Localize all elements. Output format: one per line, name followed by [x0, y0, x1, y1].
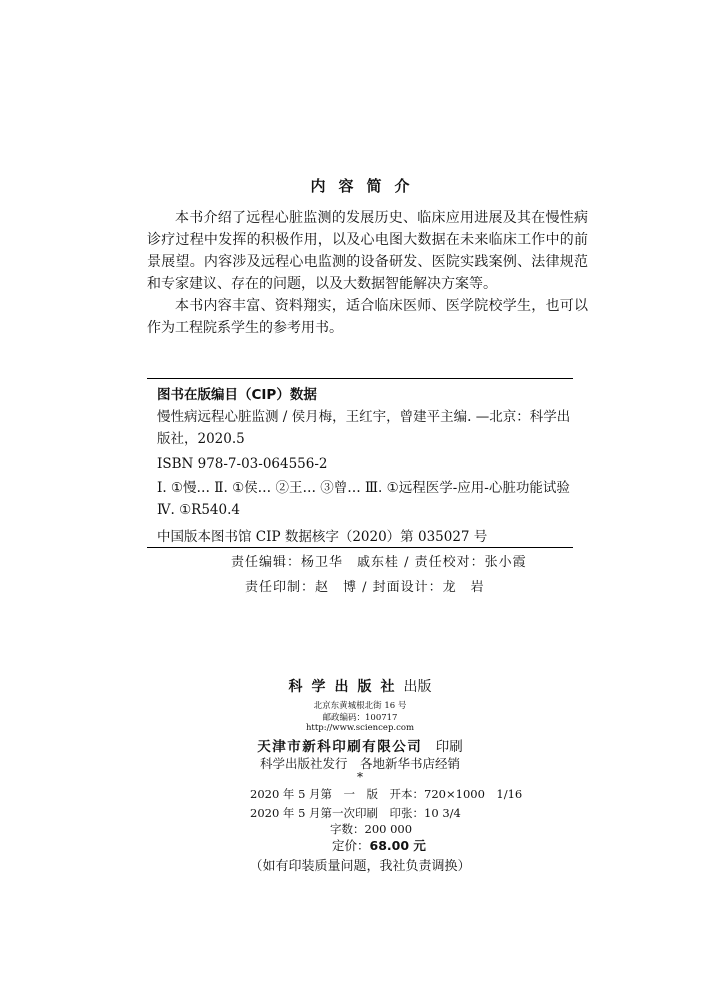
printer-line [0, 735, 720, 755]
cip-top-rule [147, 378, 573, 379]
publisher-url: http://www.sciencep.com [305, 723, 415, 733]
abstract-body [147, 207, 588, 339]
cip-isbn: ISBN 978-7-03-064556-2 [157, 456, 328, 472]
abstract-paragraph-1: 本书介绍了远程心脏监测的发展历史、临床应用进展及其在慢性病诊疗过程中发挥的积极作用，以及心电图大数据在未来临床工作中的前景展望。内容涉及远程心电监测的设备研发、医院实践案例、法律规范和专家建议、存在的问题，以及大数据智能解决方案等。 [147, 210, 588, 292]
abstract-heading: 内容简介 [310, 177, 423, 195]
cip-record-number: 中国版本图书馆 CIP 数据核字（2020）第 035027 号 [157, 529, 488, 545]
credits-editors: 责任编辑：杨卫华 戚东桂 / 责任校对：张小霞 [231, 555, 527, 570]
cip-bottom-rule [147, 547, 573, 548]
publisher-postcode: 邮政编码：100717 [322, 713, 398, 723]
separator-star: * [357, 770, 363, 784]
publisher-suffix: 出版 [403, 679, 432, 695]
cip-classification: Ⅰ. ①慢… Ⅱ. ①侯… ②王… ③曾… Ⅲ. ①远程医学-应用-心脏功能试验 Ⅳ. ①R540.4 [157, 480, 570, 518]
price-value: 68.00 元 [369, 838, 426, 853]
cip-entry: 慢性病远程心脏监测 / 侯月梅，王红宇，曾建平主编. —北京：科学出版社，2020.5 [157, 409, 571, 447]
publisher-name: 科学出版社 [288, 679, 404, 695]
distribution-line: 科学出版社发行 各地新华书店经销 [259, 756, 460, 771]
printer-name: 天津市新科印刷有限公司 [257, 739, 423, 755]
price-line [332, 836, 426, 854]
credits-production: 责任印制：赵 博 / 封面设计：龙 岩 [245, 580, 485, 595]
edition-spec: 2020 年 5 月第 一 版 开本：720×1000 1/16 [250, 787, 523, 801]
cip-heading: 图书在版编目（CIP）数据 [157, 387, 317, 403]
price-label: 定价： [332, 838, 370, 853]
quality-notice: （如有印装质量问题，我社负责调换） [249, 859, 471, 874]
printer-suffix: 印刷 [435, 739, 463, 755]
publisher-line [0, 676, 720, 696]
abstract-paragraph-2: 本书内容丰富、资料翔实，适合临床医师、医学院校学生，也可以作为工程院系学生的参考用书。 [147, 298, 588, 336]
publisher-address: 北京东黄城根北街 16 号 [313, 701, 407, 711]
printing-spec: 2020 年 5 月第一次印刷 印张：10 3/4 [250, 806, 461, 820]
word-count: 字数：200 000 [330, 822, 413, 836]
